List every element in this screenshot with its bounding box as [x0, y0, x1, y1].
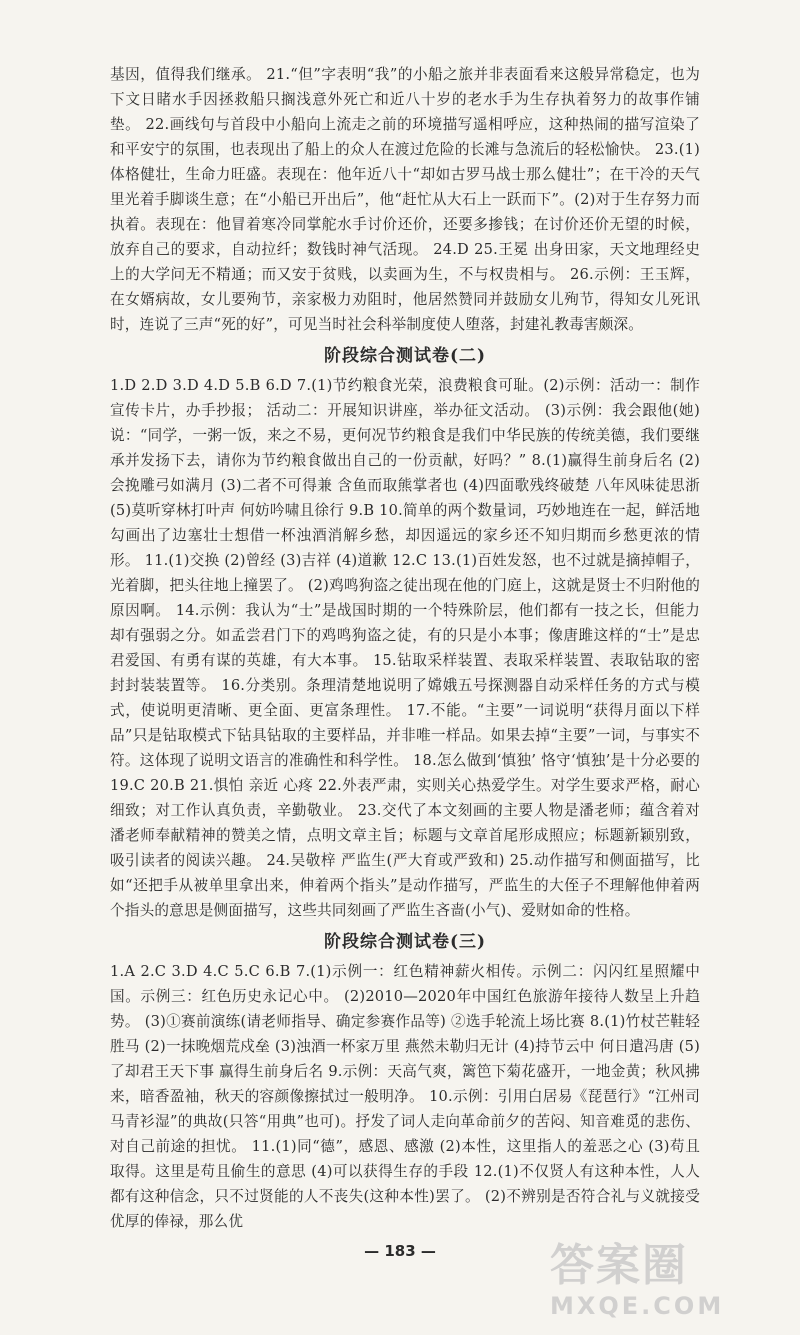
answers-paragraph-stage-2: 1.D 2.D 3.D 4.D 5.B 6.D 7.(1)节约粮食光荣，浪费粮食可耻。(2)示例：活动一：制作宣传卡片，办手抄报； 活动二：开展知识讲座，举办征文活动。 (3)示例：我会跟他(她)说：“同学，一粥一饭，来之不易，更何况节约粮食是我们中华民族的传统美德，我们要继承并发扬下去，请你为节约粮食做出自己的一份贡献，好吗？” 8.(1)赢得生前身后名 (2)会挽雕弓如满月 (3)二者不可得兼 含鱼而取熊掌者也 (4)四面歌残终破楚 八年风味徒思浙 (5)莫听穿林打叶声 何妨吟啸且徐行 9.B 10.简单的两个数量词，巧妙地连在一起，鲜活地勾画出了边塞壮士想借一杯浊酒消解乡愁，却因遥远的家乡还不知归期而乡愁更浓的情形。 11.(1)交换 (2)曾经 (3)吉祥 (4)道歉 12.C 13.(1)百姓发怒，也不过就是摘掉帽子，光着脚，把头往地上撞罢了。 (2)鸡鸣狗盗之徒出现在他的门庭上，这就是贤士不归附他的原因啊。 14.示例：我认为“士”是战国时期的一个特殊阶层，他们都有一技之长，但能力却有强弱之分。如孟尝君门下的鸡鸣狗盗之徒，有的只是小本事；像唐雎这样的“士”是忠君爱国、有勇有谋的英雄，有大本事。 15.钻取采样装置、表取采样装置、表取钻取的密封封装装置等。 16.分类别。条理清楚地说明了嫦娥五号探测器自动采样任务的方式与模式，使说明更清晰、更全面、更富条理性。 17.不能。“主要”一词说明“获得月面以下样品”只是钻取模式下钻具钻取的主要样品，并非唯一样品。如果去掉“主要”一词，与事实不符。这体现了说明文语言的准确性和科学性。 18.怎么做到‘慎独’ 恪守‘慎独’是十分必要的 19.C 20.B 21.惧怕 亲近 心疼 22.外表严肃，实则关心热爱学生。对学生要求严格，耐心细致；对工作认真负责，辛勤敬业。 23.交代了本文刻画的主要人物是潘老师；蕴含着对潘老师奉献精神的赞美之情，点明文章主旨；标题与文章首尾形成照应；标题新颖别致，吸引读者的阅读兴趣。 24.吴敬梓 严监生(严大育或严致和) 25.动作描写和侧面描写，比如“还把手从被单里拿出来，伸着两个指头”是动作描写，严监生的大侄子不理解他伸着两个指头的意思是侧面描写，这些共同刻画了严监生吝啬(小气)、爱财如命的性格。: [110, 377, 705, 919]
document-page: [110, 62, 705, 1234]
answers-paragraph-stage-1: 基因，值得我们继承。 21.“但”字表明“我”的小船之旅并非表面看来这般异常稳定，也为下文日睹水手因拯救船只搁浅意外死亡和近八十岁的老水手为生存执着努力的故事作铺垫。 22.画线句与首段中小船向上流走之前的环境描写遥相呼应，这种热闹的描写渲染了和平安宁的氛围，也表现出了船上的众人在渡过危险的长滩与急流后的轻松愉快。 23.(1)体格健壮，生命力旺盛。表现在：他年近八十“却如古罗马战士那么健壮”；在干冷的天气里光着手脚谈生意；在“小船已开出后”，他“赶忙从大石上一跃而下”。(2)对于生存努力而执着。表现在：他冒着寒冷同掌舵水手讨价还价，还要多掺钱；在讨价还价无望的时候，放弃自己的要求，自动拉纤；数钱时神气活现。 24.D 25.王冕 出身田家，天文地理经史上的大学问无不精通；而又安于贫贱，以卖画为生，不与权贵相与。 26.示例：王玉辉，在女婿病故，女儿要殉节，亲家极力劝阻时，他居然赞同并鼓励女儿殉节，得知女儿死讯时，连说了三声“死的好”，可见当时社会科举制度使人堕落，封建礼教毒害颇深。: [110, 66, 700, 333]
watermark-logo: [550, 1240, 760, 1325]
page-number-dash-left: —: [364, 1242, 385, 1260]
section-title-stage-3: 阶段综合测试卷(三): [323, 932, 487, 952]
watermark-bottom-text: MXQE.COM: [550, 1292, 725, 1320]
section-title-stage-2: 阶段综合测试卷(二): [323, 346, 487, 366]
page-number-dash-right: —: [415, 1242, 436, 1260]
page-number-value: 183: [384, 1242, 416, 1260]
answers-paragraph-stage-3: 1.A 2.C 3.D 4.C 5.C 6.B 7.(1)示例一：红色精神薪火相传。示例二：闪闪红星照耀中国。示例三：红色历史永记心中。 (2)2010—2020年中国红色旅游年接待人数呈上升趋势。 (3)①赛前演练(请老师指导、确定参赛作品等) ②选手轮流上场比赛 8.(1)竹杖芒鞋轻胜马 (2)一抹晚烟荒戍垒 (3)浊酒一杯家万里 燕然未勒归无计 (4)持节云中 何日遣冯唐 (5)了却君王天下事 赢得生前身后名 9.示例：天高气爽，篱笆下菊花盛开，一地金黄；秋风拂来，暗香盈袖，秋天的容颜像擦拭过一般明净。 10.示例：引用白居易《琵琶行》“江州司马青衫湿”的典故(只答“用典”也可)。抒发了词人走向革命前夕的苦闷、知音难觅的悲伤、对自己前途的担忧。 11.(1)同“德”，感恩、感激 (2)本性，这里指人的羞恶之心 (3)苟且取得。这里是苟且偷生的意思 (4)可以获得生存的手段 12.(1)不仅贤人有这种本性，人人都有这种信念，只不过贤能的人不丧失(这种本性)罢了。 (2)不辨别是否符合礼与义就接受优厚的俸禄，那么优: [110, 963, 700, 1230]
watermark-top-text: 答案圈: [550, 1240, 688, 1291]
